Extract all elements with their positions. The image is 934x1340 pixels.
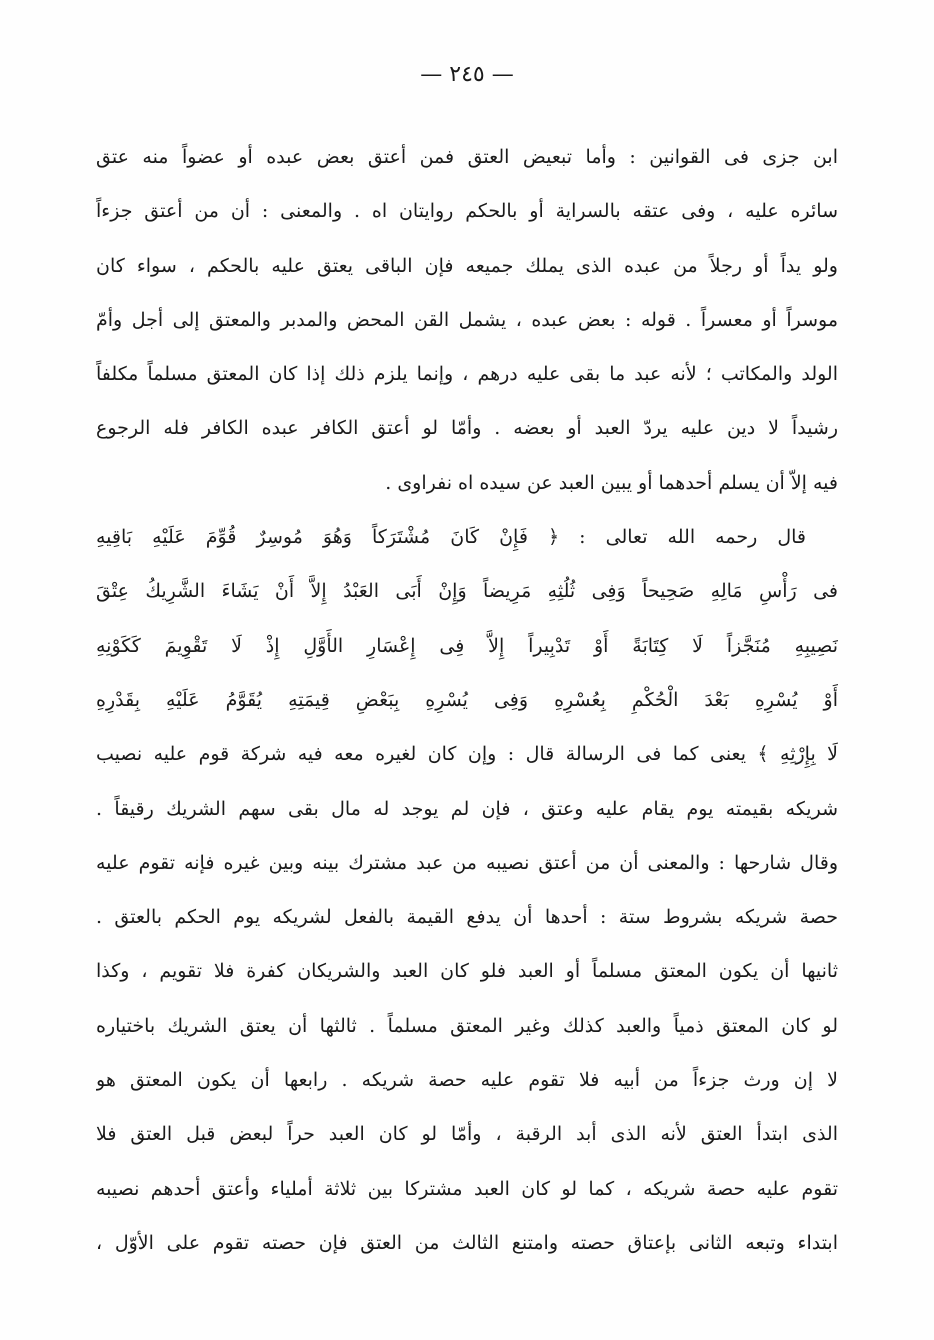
quran-line: أَوْ يُسْرِهِ بَعْدَ الْحُكْمِ بِعُسْرِهِ وَفِى يُسْرِهِ بِبَعْضِ قِيمَتِهِ يُقَوَّمُ عَلَيْهِ بِقَدْرِهِ: [96, 688, 838, 711]
body-text: [96, 135, 838, 1275]
quran-line: فى رَأْسِ مَالِهِ صَحِيحاً وَفِى ثُلُثِهِ مَرِيضاً وَإِنْ أَبَى العَبْدُ إِلاَّ أَنْ يَشَاءَ الشَّرِيكُ عِتْقَ: [96, 580, 838, 603]
text-line: سائره عليه ، وفى عتقه بالسراية أو بالحكم روايتان اه . والمعنى : أن من أعتق جزءاً: [96, 200, 838, 223]
text-line: شريكه بقيمته يوم يقام عليه وعتق ، فإن لم يوجد له مال بقى سهم الشريك رقيقاً .: [96, 797, 838, 820]
text-line: لَا بِإِرْثِهِ ﴾ يعنى كما فى الرسالة قال : وإن كان لغيره معه فيه شركة قوم عليه نصيب: [96, 743, 838, 766]
text-line: ابتداء وتبعه الثانى بإعتاق حصته وامتنع الثالث من العتق فإن حصته تقوم على الأوّل ،: [96, 1231, 838, 1254]
text-line: تقوم عليه حصة شريكه ، كما لو كان العبد مشتركا بين ثلاثة أملياء وأعتق أحدهم نصيبه: [96, 1177, 838, 1200]
text-line: وقال شارحها : والمعنى أن من أعتق نصيبه من عبد مشترك بينه وبين غيره فإنه تقوم عليه: [96, 851, 838, 874]
quran-line: نَصِيبِهِ مُنَجَّزاً لَا كِتَابَةً أَوْ تَدْبِيراً إِلاَّ فِى إِعْسَارِ الأَوَّلِ إِذْ لَا تَقْوِيمَ كَكَوْنِهِ: [96, 634, 838, 657]
text-line: ثانيها أن يكون المعتق مسلماً أو العبد فلو كان العبد والشريكان كفرة فلا تقويم ، وكذا: [96, 960, 838, 983]
page-number: — ٢٤٥ —: [420, 62, 514, 87]
text-line: لو كان المعتق ذمياً والعبد كذلك وغير المعتق مسلماً . ثالثها أن يعتق الشريك باختياره: [96, 1014, 838, 1037]
text-line: فيه إلاّ أن يسلم أحدهما أو يبين العبد عن سيده اه نفراوى .: [385, 471, 838, 494]
text-line: لا إن ورث جزءاً من أبيه فلا تقوم عليه حصة شريكه . رابعها أن يكون المعتق هو: [96, 1069, 838, 1092]
text-line: ولو يداً أو رجلاً من عبده الذى يملك جميعه فإن الباقى يعتق عليه بالحكم ، سواء كان: [96, 254, 838, 277]
text-line: الذى ابتدأ العتق لأنه الذى أبد الرقبة ، وأمّا لو كان العبد حراً لبعض قبل العتق فلا: [96, 1123, 838, 1146]
quran-line: قال رحمه الله تعالى : ﴿ فَإِنْ كَانَ مُشْتَرَكاً وَهُوَ مُوسِرٌ قُوِّمَ عَلَيْهِ بَاقِيهِ: [96, 526, 806, 549]
text-line: ابن جزى فى القوانين : وأما تبعيض العتق فمن أعتق بعض عبده أو عضواً منه عتق: [96, 146, 838, 168]
text-line: موسراً أو معسراً . قوله : بعض عبده ، يشمل القن المحض والمدبر والمعتق إلى أجل وأمّ: [96, 308, 838, 331]
text-line: الولد والمكاتب ؛ لأنه عبد ما بقى عليه درهم ، وإنما يلزم ذلك إذا كان المعتق مسلماً مكلفاً: [96, 363, 838, 386]
text-line: حصة شريكه بشروط ستة : أحدها أن يدفع القيمة بالفعل لشريكه يوم الحكم بالعتق .: [96, 906, 838, 929]
text-line: رشيداً لا دين عليه يردّ العبد أو بعضه . وأمّا لو أعتق الكافر عبده الكافر فله الرجوع: [96, 417, 838, 440]
